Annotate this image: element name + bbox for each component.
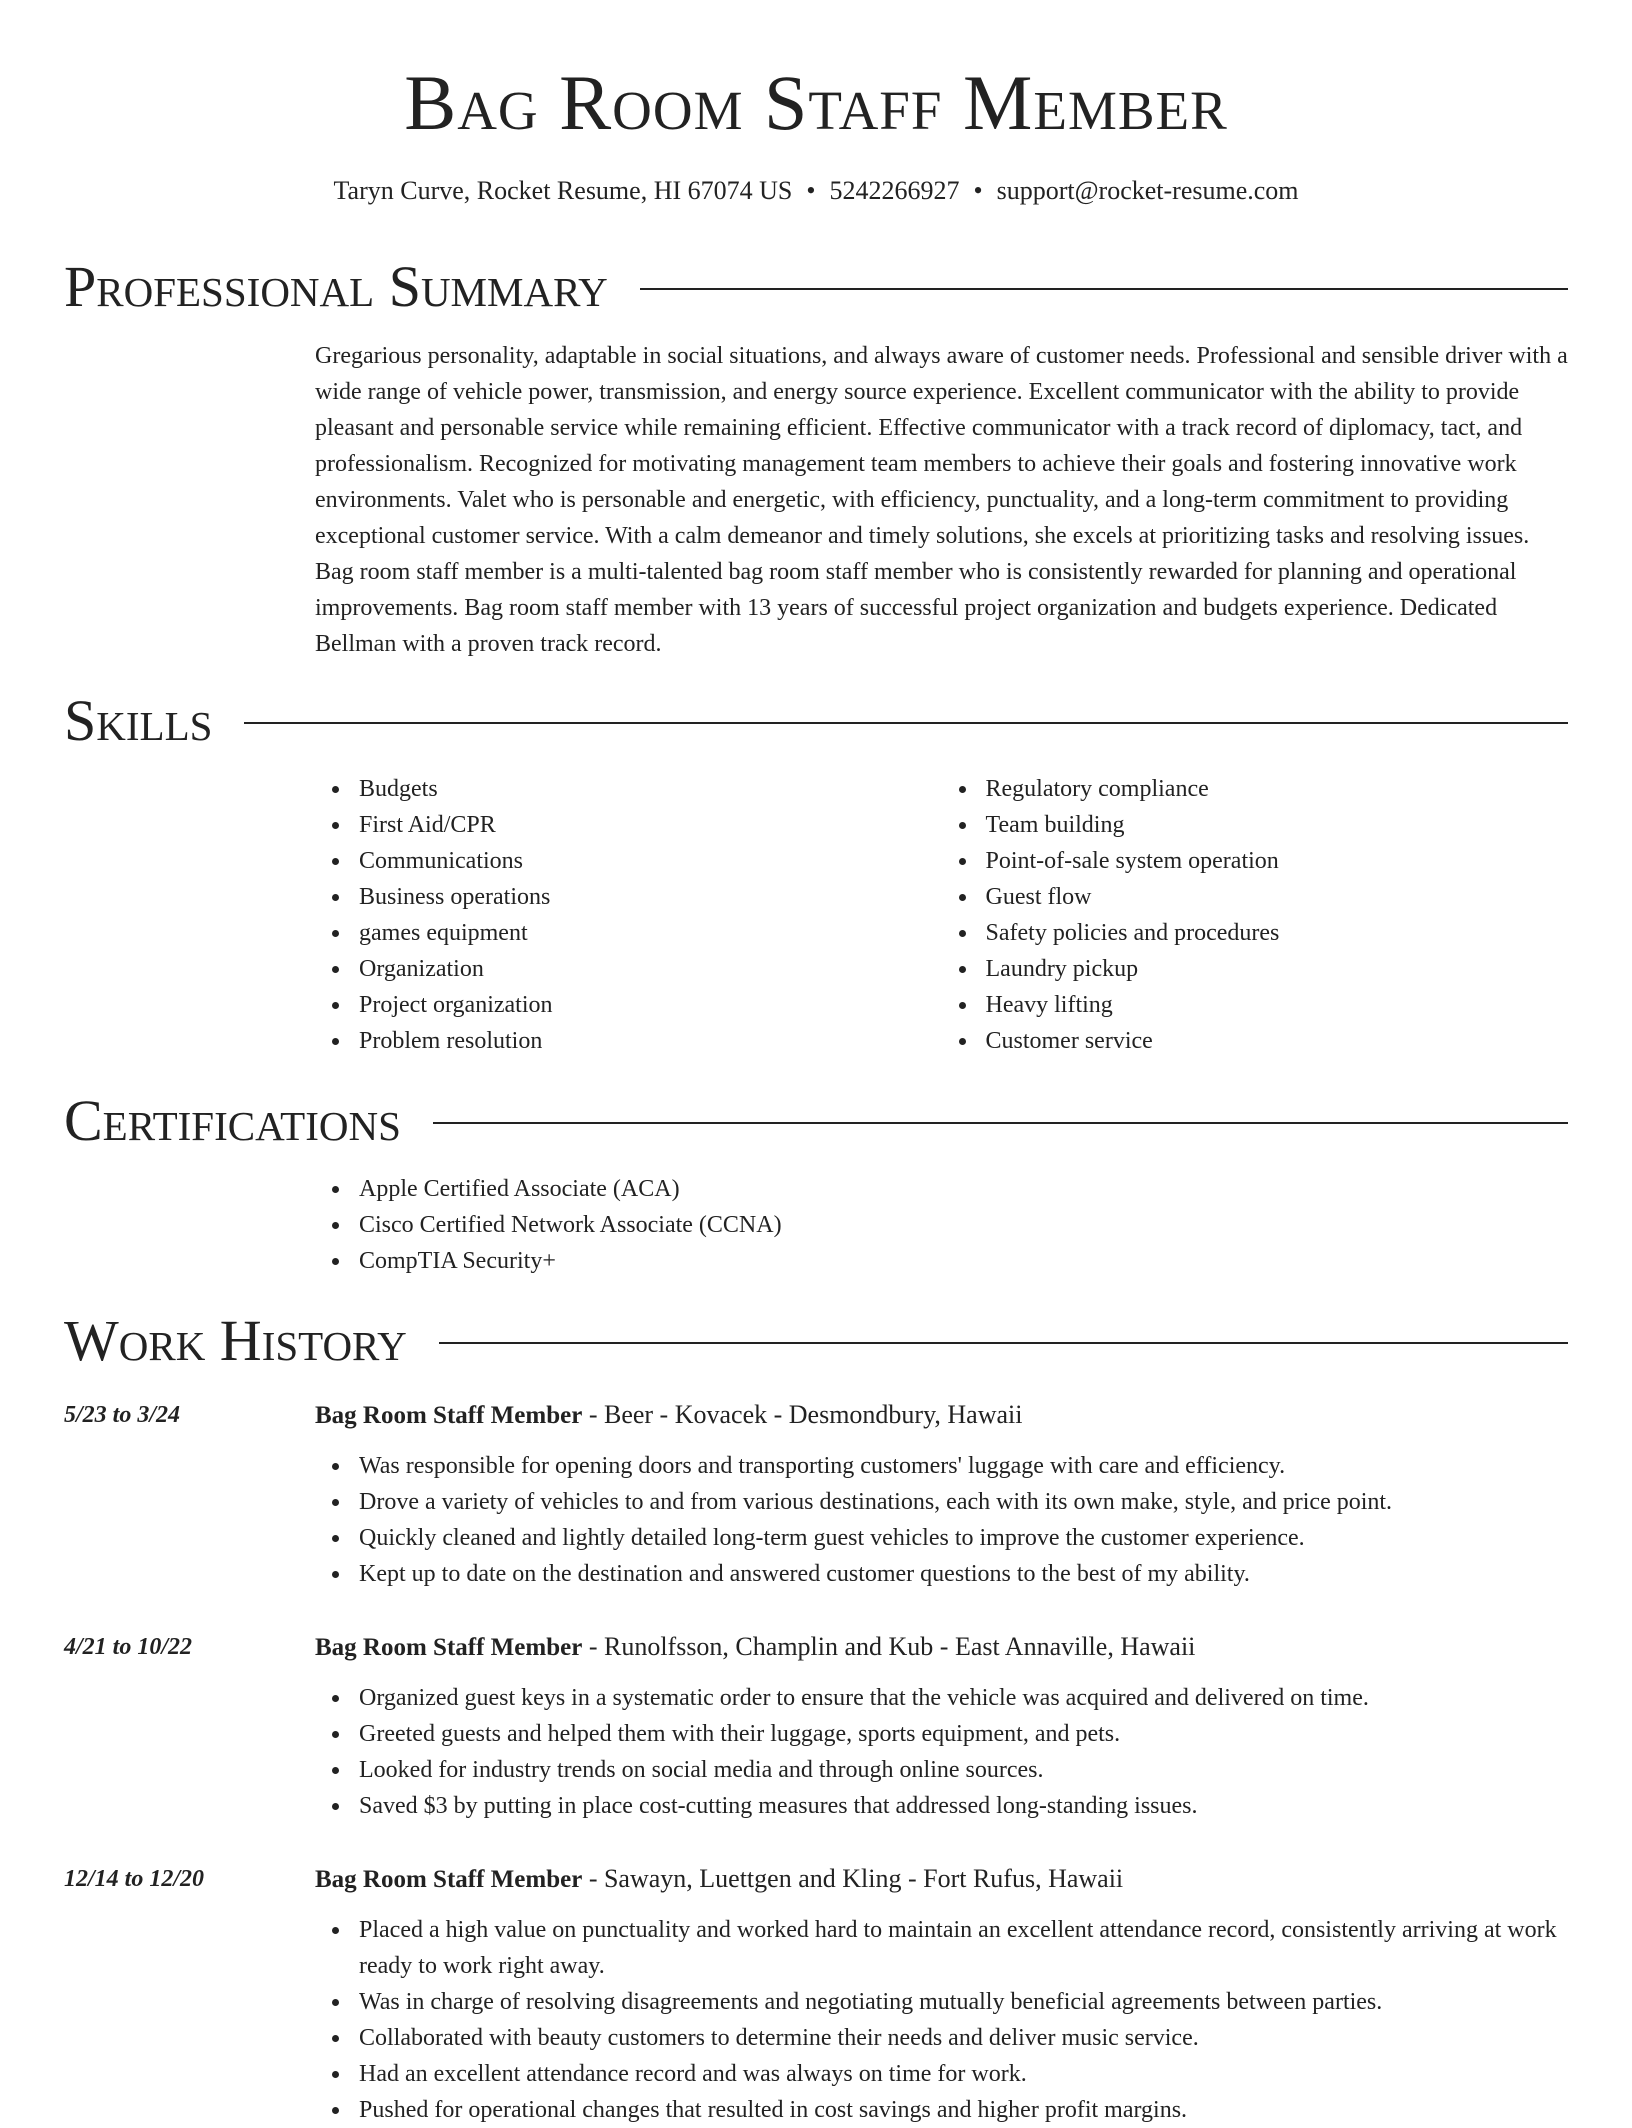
- section-divider: [244, 722, 1568, 724]
- skill-item: games equipment: [359, 915, 942, 951]
- certification-item: CompTIA Security+: [359, 1243, 1568, 1279]
- job-title: Bag Room Staff Member: [315, 1402, 583, 1429]
- skill-item: Guest flow: [986, 879, 1569, 915]
- contact-separator: •: [806, 176, 816, 205]
- certification-item: Apple Certified Associate (ACA): [359, 1171, 1568, 1207]
- job-title-line: [315, 1629, 1568, 1666]
- skills-right-list: [942, 771, 1569, 1059]
- summary-heading: Professional Summary: [64, 254, 608, 319]
- job-title: Bag Room Staff Member: [315, 1634, 583, 1661]
- job-duty-item: Was responsible for opening doors and transporting customers' luggage with care and efficiency.: [359, 1448, 1612, 1484]
- job-duty-item: Organized guest keys in a systematic order to ensure that the vehicle was acquired and delivered on time.: [359, 1680, 1612, 1716]
- summary-section-header: [64, 254, 1568, 320]
- skill-item: Safety policies and procedures: [986, 915, 1569, 951]
- job-duty-item: Quickly cleaned and lightly detailed long-term guest vehicles to improve the customer experience.: [359, 1520, 1612, 1556]
- contact-email: support@rocket-resume.com: [996, 176, 1299, 205]
- skills-section-header: [64, 688, 1568, 754]
- skill-item: Communications: [359, 843, 942, 879]
- skills-left-list: [315, 771, 942, 1059]
- section-divider: [439, 1342, 1568, 1344]
- skills-grid: [315, 771, 1568, 1059]
- certifications-heading: Certifications: [64, 1088, 401, 1153]
- work-section-header: [64, 1308, 1568, 1374]
- certification-item: Cisco Certified Network Associate (CCNA): [359, 1207, 1568, 1243]
- job-title-line: [315, 1397, 1568, 1434]
- certifications-list: [315, 1171, 1568, 1279]
- contact-phone: 5242266927: [829, 176, 960, 205]
- job-duty-item: Was in charge of resolving disagreements and negotiating mutually beneficial agreements between parties.: [359, 1984, 1612, 2020]
- job-employer: - Beer - Kovacek - Desmondbury, Hawaii: [582, 1400, 1023, 1429]
- skill-item: Organization: [359, 951, 942, 987]
- summary-text: Gregarious personality, adaptable in social situations, and always aware of customer needs. Professional and sensible driver with a wide range of vehicle power, transmission, and energy source experience. Excellent communicator with the ability to provide pleasant and personable service while remaining efficient. Effective communicator with a track record of diplomacy, tact, and professionalism. Recognized for motivating management team members to achieve their goals and fostering innovative work environments. Valet who is personable and energetic, with efficiency, punctuality, and a long-term commitment to providing exceptional customer service. With a calm demeanor and timely solutions, she excels at prioritizing tasks and resolving issues. Bag room staff member is a multi-talented bag room staff member who is consistently rewarded for planning and operational improvements. Bag room staff member with 13 years of successful project organization and budgets experience. Dedicated Bellman with a proven track record.: [315, 343, 1568, 657]
- job-duties-list: [315, 1680, 1612, 1824]
- resume-name: Bag Room Staff Member: [404, 59, 1228, 146]
- skill-item: Problem resolution: [359, 1023, 942, 1059]
- skill-item: Regulatory compliance: [986, 771, 1569, 807]
- skill-item: Customer service: [986, 1023, 1569, 1059]
- skill-item: Budgets: [359, 771, 942, 807]
- contact-line: [0, 174, 1632, 208]
- job-dates: 12/14 to 12/20: [64, 1866, 205, 1892]
- job-duty-item: Looked for industry trends on social media and through online sources.: [359, 1752, 1612, 1788]
- skills-heading: Skills: [64, 688, 213, 753]
- section-divider: [640, 288, 1568, 290]
- job-duty-item: Greeted guests and helped them with their luggage, sports equipment, and pets.: [359, 1716, 1612, 1752]
- skills-body: [315, 771, 1568, 1059]
- job-duty-item: Saved $3 by putting in place cost-cutting measures that addressed long-standing issues.: [359, 1788, 1612, 1824]
- skill-item: Heavy lifting: [986, 987, 1569, 1023]
- job-duties-list: [315, 1448, 1612, 1592]
- job-duty-item: Pushed for operational changes that resulted in cost savings and higher profit margins.: [359, 2092, 1612, 2128]
- job-duty-item: Drove a variety of vehicles to and from various destinations, each with its own make, style, and price point.: [359, 1484, 1612, 1520]
- job-title-line: [315, 1861, 1568, 1898]
- skill-item: Point-of-sale system operation: [986, 843, 1569, 879]
- certifications-body: [315, 1171, 1568, 1279]
- job-duties-list: [315, 1912, 1612, 2128]
- skill-item: Team building: [986, 807, 1569, 843]
- summary-body: [315, 338, 1568, 662]
- job-duty-item: Had an excellent attendance record and was always on time for work.: [359, 2056, 1612, 2092]
- job-dates: 4/21 to 10/22: [64, 1634, 193, 1660]
- job-duty-item: Placed a high value on punctuality and worked hard to maintain an excellent attendance record, consistently arriving at work ready to work right away.: [359, 1912, 1612, 1984]
- contact-address: Taryn Curve, Rocket Resume, HI 67074 US: [333, 176, 793, 205]
- job-title: Bag Room Staff Member: [315, 1866, 583, 1893]
- job-employer: - Sawayn, Luettgen and Kling - Fort Rufus, Hawaii: [582, 1864, 1124, 1893]
- skill-item: Laundry pickup: [986, 951, 1569, 987]
- skill-item: First Aid/CPR: [359, 807, 942, 843]
- skill-item: Project organization: [359, 987, 942, 1023]
- job-duty-item: Collaborated with beauty customers to determine their needs and deliver music service.: [359, 2020, 1612, 2056]
- job-dates: 5/23 to 3/24: [64, 1402, 181, 1428]
- section-divider: [433, 1122, 1568, 1124]
- skill-item: Business operations: [359, 879, 942, 915]
- contact-separator: •: [973, 176, 983, 205]
- work-heading: Work History: [64, 1308, 407, 1373]
- job-employer: - Runolfsson, Champlin and Kub - East Annaville, Hawaii: [582, 1632, 1196, 1661]
- job-duty-item: Kept up to date on the destination and answered customer questions to the best of my ability.: [359, 1556, 1612, 1592]
- certifications-section-header: [64, 1088, 1568, 1154]
